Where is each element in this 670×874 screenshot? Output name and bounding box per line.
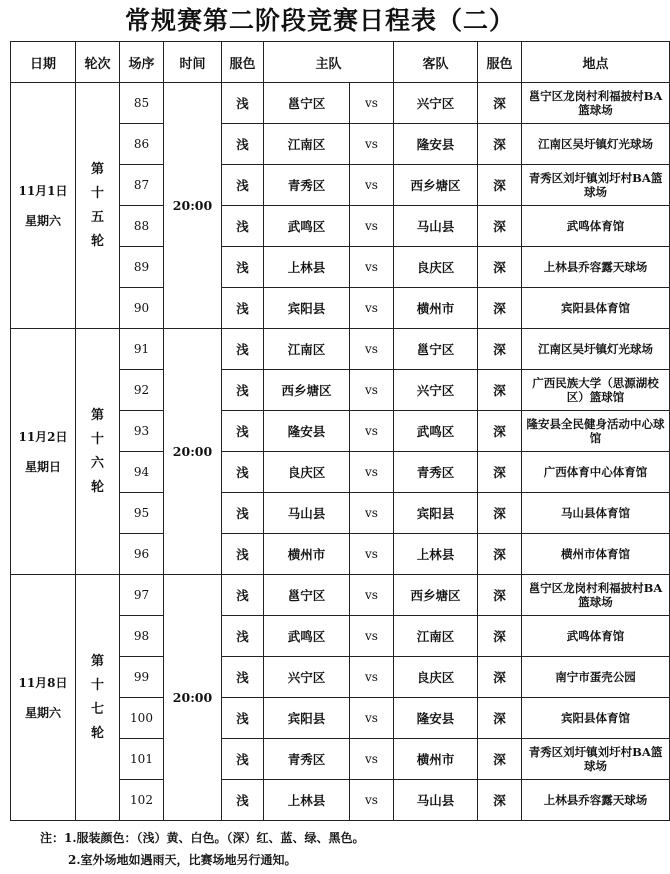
venue-cell: 邕宁区龙岗村利福披村BA篮球场	[522, 575, 670, 616]
home-team: 西乡塘区	[264, 370, 350, 411]
vs-label: vs	[350, 575, 394, 616]
home-team: 上林县	[264, 780, 350, 821]
match-no: 90	[120, 288, 164, 329]
away-team: 江南区	[394, 616, 478, 657]
away-color: 深	[478, 657, 522, 698]
home-color: 浅	[222, 83, 264, 124]
match-no: 101	[120, 739, 164, 780]
away-color: 深	[478, 288, 522, 329]
vs-label: vs	[350, 247, 394, 288]
away-team: 隆安县	[394, 698, 478, 739]
home-team: 隆安县	[264, 411, 350, 452]
round-char: 十	[90, 677, 104, 693]
home-color: 浅	[222, 124, 264, 165]
weekday-label: 星期日	[24, 459, 61, 474]
match-no: 88	[120, 206, 164, 247]
vs-label: vs	[350, 165, 394, 206]
round-cell	[76, 575, 120, 821]
away-team: 宾阳县	[394, 493, 478, 534]
match-no: 95	[120, 493, 164, 534]
away-color: 深	[478, 698, 522, 739]
match-no: 86	[120, 124, 164, 165]
home-team: 宾阳县	[264, 698, 350, 739]
round-char: 十	[90, 431, 104, 447]
venue-cell: 武鸣体育馆	[522, 206, 670, 247]
date-cell	[11, 329, 76, 575]
vs-label: vs	[350, 534, 394, 575]
time-cell: 20:00	[164, 83, 222, 329]
away-team: 隆安县	[394, 124, 478, 165]
header-row	[11, 42, 670, 83]
round-char: 六	[90, 455, 104, 471]
home-color: 浅	[222, 247, 264, 288]
away-team: 横州市	[394, 288, 478, 329]
home-color: 浅	[222, 329, 264, 370]
home-color: 浅	[222, 370, 264, 411]
match-no: 98	[120, 616, 164, 657]
match-no: 93	[120, 411, 164, 452]
match-no: 97	[120, 575, 164, 616]
home-color: 浅	[222, 493, 264, 534]
away-color: 深	[478, 83, 522, 124]
vs-label: vs	[350, 83, 394, 124]
home-team: 青秀区	[264, 739, 350, 780]
venue-cell: 邕宁区龙岗村利福披村BA篮球场	[522, 83, 670, 124]
away-color: 深	[478, 124, 522, 165]
table-row	[11, 329, 670, 370]
home-color: 浅	[222, 288, 264, 329]
match-no: 85	[120, 83, 164, 124]
vs-label: vs	[350, 329, 394, 370]
round-char: 五	[90, 209, 104, 225]
home-team: 宾阳县	[264, 288, 350, 329]
header-venue: 地点	[522, 42, 670, 83]
round-char: 轮	[90, 233, 104, 249]
header-round: 轮次	[76, 42, 120, 83]
round-char: 十	[90, 185, 104, 201]
venue-cell: 马山县体育馆	[522, 493, 670, 534]
away-color: 深	[478, 739, 522, 780]
away-color: 深	[478, 370, 522, 411]
vs-label: vs	[350, 370, 394, 411]
home-team: 上林县	[264, 247, 350, 288]
home-team: 江南区	[264, 124, 350, 165]
match-no: 96	[120, 534, 164, 575]
away-color: 深	[478, 616, 522, 657]
away-team: 兴宁区	[394, 83, 478, 124]
away-team: 横州市	[394, 739, 478, 780]
vs-label: vs	[350, 493, 394, 534]
away-team: 西乡塘区	[394, 165, 478, 206]
match-no: 89	[120, 247, 164, 288]
venue-cell: 隆安县全民健身活动中心球馆	[522, 411, 670, 452]
away-team: 西乡塘区	[394, 575, 478, 616]
match-no: 100	[120, 698, 164, 739]
away-team: 上林县	[394, 534, 478, 575]
away-color: 深	[478, 780, 522, 821]
vs-label: vs	[350, 616, 394, 657]
header-home: 主队	[264, 42, 394, 83]
vs-label: vs	[350, 780, 394, 821]
venue-cell: 宾阳县体育馆	[522, 288, 670, 329]
round-char: 轮	[90, 725, 104, 741]
venue-cell: 武鸣体育馆	[522, 616, 670, 657]
venue-cell: 江南区吴圩镇灯光球场	[522, 124, 670, 165]
home-team: 邕宁区	[264, 575, 350, 616]
header-time: 时间	[164, 42, 222, 83]
home-team: 横州市	[264, 534, 350, 575]
schedule-table	[10, 41, 670, 821]
away-team: 邕宁区	[394, 329, 478, 370]
away-team: 马山县	[394, 206, 478, 247]
away-color: 深	[478, 329, 522, 370]
match-no: 92	[120, 370, 164, 411]
venue-cell: 青秀区刘圩镇刘圩村BA篮球场	[522, 165, 670, 206]
match-no: 87	[120, 165, 164, 206]
home-color: 浅	[222, 534, 264, 575]
away-color: 深	[478, 534, 522, 575]
away-team: 马山县	[394, 780, 478, 821]
header-away-color: 服色	[478, 42, 522, 83]
round-cell	[76, 329, 120, 575]
away-color: 深	[478, 206, 522, 247]
venue-cell: 横州市体育馆	[522, 534, 670, 575]
header-home-color: 服色	[222, 42, 264, 83]
away-team: 兴宁区	[394, 370, 478, 411]
weekday-label: 星期六	[24, 705, 61, 720]
round-char: 第	[90, 161, 104, 177]
time-cell: 20:00	[164, 329, 222, 575]
vs-label: vs	[350, 288, 394, 329]
away-team: 青秀区	[394, 452, 478, 493]
venue-cell: 江南区吴圩镇灯光球场	[522, 329, 670, 370]
home-team: 武鸣区	[264, 206, 350, 247]
vs-label: vs	[350, 124, 394, 165]
match-no: 91	[120, 329, 164, 370]
match-no: 99	[120, 657, 164, 698]
home-color: 浅	[222, 165, 264, 206]
venue-cell: 上林县乔容露天球场	[522, 780, 670, 821]
away-color: 深	[478, 165, 522, 206]
away-color: 深	[478, 493, 522, 534]
date-label: 11月1日	[18, 183, 68, 198]
round-cell	[76, 83, 120, 329]
venue-cell: 广西民族大学（思源湖校区）篮球馆	[522, 370, 670, 411]
note-line-1: 注：1.服装颜色：（浅）黄、白色。（深）红、蓝、绿、黑色。	[40, 831, 365, 845]
home-color: 浅	[222, 575, 264, 616]
home-team: 青秀区	[264, 165, 350, 206]
home-color: 浅	[222, 698, 264, 739]
vs-label: vs	[350, 206, 394, 247]
home-team: 武鸣区	[264, 616, 350, 657]
weekday-label: 星期六	[24, 213, 61, 228]
home-team: 良庆区	[264, 452, 350, 493]
page-title: 常规赛第二阶段竞赛日程表（二）	[124, 6, 515, 35]
round-char: 轮	[90, 479, 104, 495]
round-char: 第	[90, 407, 104, 423]
vs-label: vs	[350, 698, 394, 739]
home-color: 浅	[222, 206, 264, 247]
round-char: 七	[90, 701, 104, 717]
date-cell	[11, 575, 76, 821]
header-away: 客队	[394, 42, 478, 83]
away-color: 深	[478, 575, 522, 616]
home-team: 兴宁区	[264, 657, 350, 698]
time-cell: 20:00	[164, 575, 222, 821]
away-color: 深	[478, 411, 522, 452]
vs-label: vs	[350, 452, 394, 493]
home-color: 浅	[222, 657, 264, 698]
home-color: 浅	[222, 411, 264, 452]
away-team: 良庆区	[394, 657, 478, 698]
match-no: 102	[120, 780, 164, 821]
away-team: 武鸣区	[394, 411, 478, 452]
away-color: 深	[478, 247, 522, 288]
notes	[40, 827, 365, 871]
home-team: 马山县	[264, 493, 350, 534]
note-line-2: 2.室外场地如遇雨天，比赛场地另行通知。	[68, 853, 297, 867]
vs-label: vs	[350, 739, 394, 780]
header-date: 日期	[11, 42, 76, 83]
venue-cell: 青秀区刘圩镇刘圩村BA篮球场	[522, 739, 670, 780]
vs-label: vs	[350, 411, 394, 452]
date-cell	[11, 83, 76, 329]
venue-cell: 广西体育中心体育馆	[522, 452, 670, 493]
home-color: 浅	[222, 616, 264, 657]
date-label: 11月8日	[18, 675, 68, 690]
date-label: 11月2日	[18, 429, 68, 444]
away-color: 深	[478, 452, 522, 493]
match-no: 94	[120, 452, 164, 493]
home-color: 浅	[222, 739, 264, 780]
round-char: 第	[90, 653, 104, 669]
home-color: 浅	[222, 452, 264, 493]
venue-cell: 上林县乔容露天球场	[522, 247, 670, 288]
home-color: 浅	[222, 780, 264, 821]
table-row	[11, 575, 670, 616]
table-row	[11, 83, 670, 124]
vs-label: vs	[350, 657, 394, 698]
header-match-no: 场序	[120, 42, 164, 83]
home-team: 江南区	[264, 329, 350, 370]
venue-cell: 南宁市蛋壳公园	[522, 657, 670, 698]
venue-cell: 宾阳县体育馆	[522, 698, 670, 739]
home-team: 邕宁区	[264, 83, 350, 124]
away-team: 良庆区	[394, 247, 478, 288]
